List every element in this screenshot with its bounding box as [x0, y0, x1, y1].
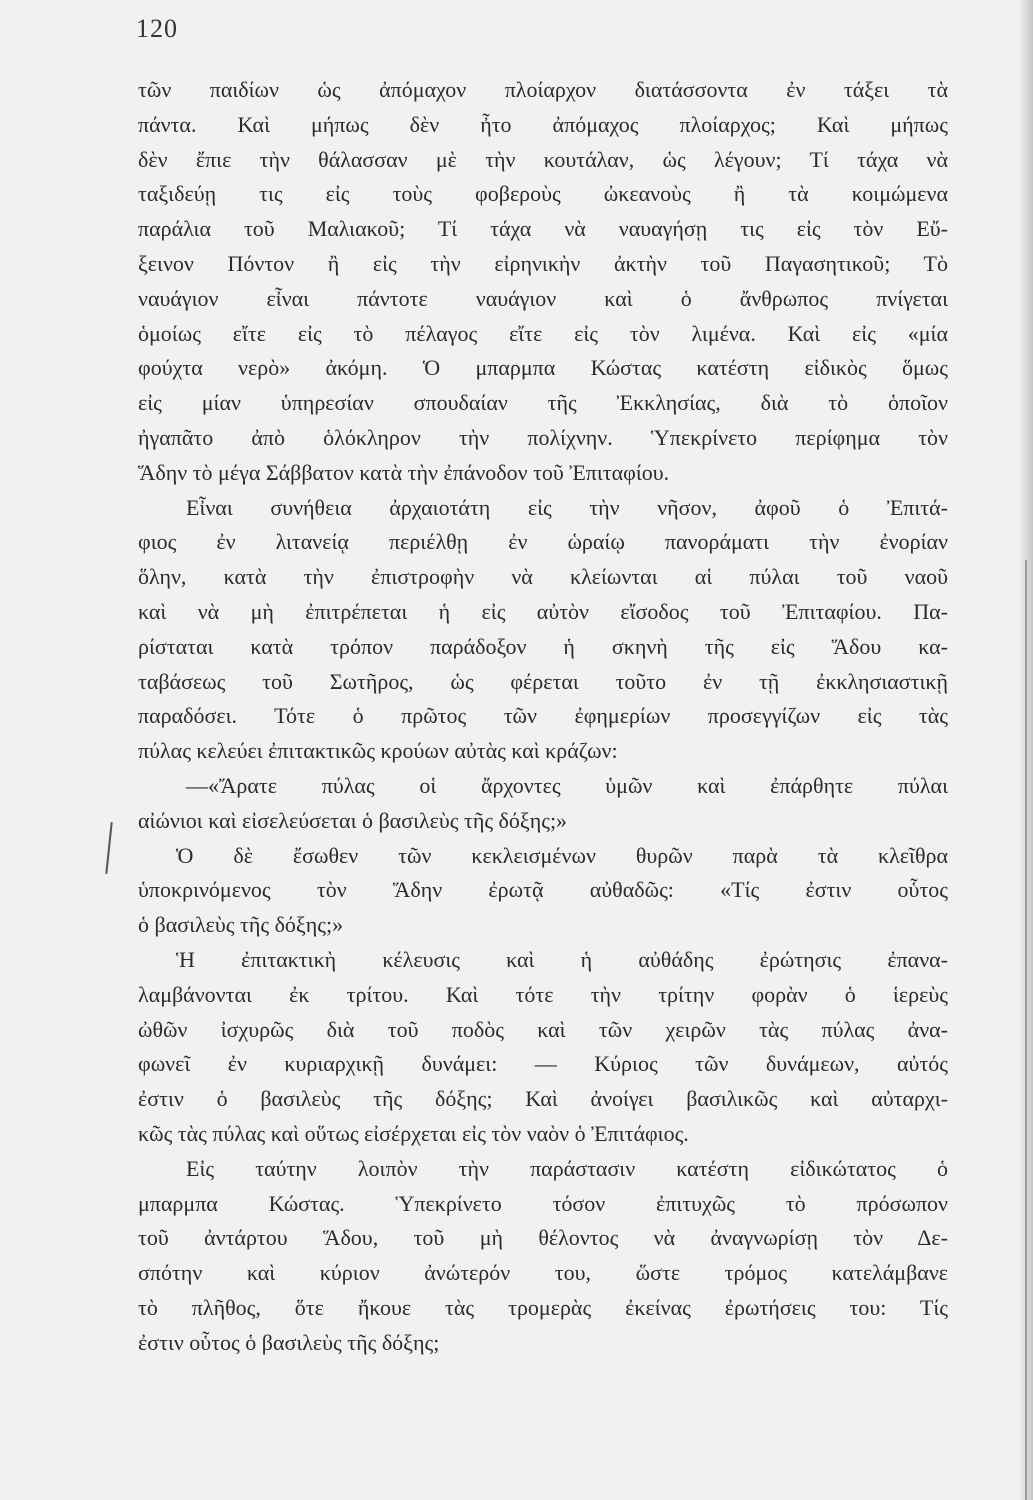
text-line: ναυάγιον εἶναι πάντοτε ναυάγιον καὶ ὁ ἄνθρωπος πνίγεται — [138, 285, 948, 311]
margin-pencil-mark — [105, 822, 112, 874]
text-line: πύλας κελεύει ἐπιτακτικῶς κρούων αὐτὰς καὶ κράζων: — [138, 738, 618, 764]
text-line: Ἡ ἐπιτακτικὴ κέλευσις καὶ ἡ αὐθάδης ἐρώτησις ἐπανα- — [176, 946, 948, 972]
text-line: πάντα. Καὶ μήπως δὲν ἦτο ἀπόμαχος πλοίαρχος; Καὶ μήπως — [138, 111, 948, 137]
text-line: Εἶναι συνήθεια ἀρχαιοτάτη εἰς τὴν νῆσον, ἀφοῦ ὁ Ἐπιτά- — [186, 494, 948, 520]
text-line: καὶ νὰ μὴ ἐπιτρέπεται ἡ εἰς αὐτὸν εἴσοδος τοῦ Ἐπιταφίου. Πα- — [138, 598, 948, 624]
text-line: ὠθῶν ἰσχυρῶς διὰ τοῦ ποδὸς καὶ τῶν χειρῶν τὰς πύλας ἀνα- — [138, 1016, 948, 1042]
text-line: Εἰς ταύτην λοιπὸν τὴν παράστασιν κατέστη εἰδικώτατος ὁ — [186, 1155, 948, 1181]
body-text — [138, 73, 948, 1360]
text-line: φιος ἐν λιτανείᾳ περιέλθῃ ἐν ὡραίῳ πανοράματι τὴν ἐνορίαν — [138, 529, 948, 555]
text-line: τῶν παιδίων ὡς ἀπόμαχον πλοίαρχον διατάσσοντα ἐν τάξει τὰ — [138, 77, 948, 102]
text-line: μπαρμπα Κώστας. Ὑπεκρίνετο τόσον ἐπιτυχῶς τὸ πρόσωπον — [138, 1190, 948, 1216]
text-line: ὅλην, κατὰ τὴν ἐπιστροφὴν νὰ κλείωνται αἱ πύλαι τοῦ ναοῦ — [138, 564, 948, 590]
text-line: δὲν ἔπιε τὴν θάλασσαν μὲ τὴν κουτάλαν, ὡς λέγουν; Τί τάχα νὰ — [138, 146, 948, 172]
text-line: σπότην καὶ κύριον ἀνώτερόν του, ὥστε τρόμος κατελάμβανε — [138, 1260, 948, 1286]
text-line: ἐστιν οὗτος ὁ βασιλεὺς τῆς δόξης; — [138, 1329, 440, 1355]
page-number: 120 — [136, 14, 178, 43]
text-line: ταξιδεύῃ τις εἰς τοὺς φοβεροὺς ὠκεανοὺς ἢ τὰ κοιμώμενα — [138, 181, 948, 207]
text-line: αἰώνιοι καὶ εἰσελεύσεται ὁ βασιλεὺς τῆς δόξης;» — [138, 807, 568, 833]
text-line: ὁ βασιλεὺς τῆς δόξης;» — [138, 912, 344, 938]
text-line: ὁμοίως εἴτε εἰς τὸ πέλαγος εἴτε εἰς τὸν λιμένα. Καὶ εἰς «μία — [138, 320, 948, 346]
text-line: εἰς μίαν ὑπηρεσίαν σπουδαίαν τῆς Ἐκκλησίας, διὰ τὸ ὁποῖον — [138, 390, 948, 416]
text-line: ἠγαπᾶτο ἀπὸ ὁλόκληρον τὴν πολίχνην. Ὑπεκρίνετο περίφημα τὸν — [138, 424, 948, 450]
text-line: ὑποκρινόμενος τὸν Ἅδην ἐρωτᾷ αὐθαδῶς: «Τίς ἐστιν οὗτος — [138, 877, 948, 903]
text-line: ταβάσεως τοῦ Σωτῆρος, ὡς φέρεται τοῦτο ἐν τῇ ἐκκλησιαστικῇ — [138, 668, 948, 694]
text-line: τοῦ ἀντάρτου Ἅδου, τοῦ μὴ θέλοντος νὰ ἀναγνωρίσῃ τὸν Δε- — [138, 1225, 948, 1251]
text-line: φούχτα νερὸ» ἀκόμη. Ὁ μπαρμπα Κώστας κατέστη εἰδικὸς ὅμως — [138, 355, 948, 381]
text-line: Ὁ δὲ ἔσωθεν τῶν κεκλεισμένων θυρῶν παρὰ τὰ κλεῖθρα — [176, 842, 948, 868]
text-line: φωνεῖ ἐν κυριαρχικῇ δυνάμει: — Κύριος τῶν δυνάμεων, αὐτός — [138, 1051, 948, 1077]
text-line: ρίσταται κατὰ τρόπον παράδοξον ἡ σκηνὴ τῆς εἰς Ἅδου κα- — [138, 633, 948, 659]
text-line: ἐστιν ὁ βασιλεὺς τῆς δόξης; Καὶ ἀνοίγει βασιλικῶς καὶ αὐταρχι- — [138, 1086, 948, 1112]
text-line: παράλια τοῦ Μαλιακοῦ; Τί τάχα νὰ ναυαγήσῃ τις εἰς τὸν Εὔ- — [138, 216, 948, 242]
text-line: κῶς τὰς πύλας καὶ οὕτως εἰσέρχεται εἰς τὸν ναὸν ὁ Ἐπιτάφιος. — [138, 1120, 689, 1146]
text-line: —«Ἄρατε πύλας οἱ ἄρχοντες ὑμῶν καὶ ἐπάρθητε πύλαι — [186, 772, 948, 798]
text-line: ξεινον Πόντον ἢ εἰς τὴν εἰρηνικὴν ἀκτὴν τοῦ Παγασητικοῦ; Τὸ — [138, 250, 948, 276]
text-line: λαμβάνονται ἐκ τρίτου. Καὶ τότε τὴν τρίτην φορὰν ὁ ἱερεὺς — [138, 981, 948, 1007]
text-line: παραδόσει. Τότε ὁ πρῶτος τῶν ἐφημερίων προσεγγίζων εἰς τὰς — [138, 703, 948, 729]
page-edge-line — [1025, 560, 1027, 1500]
text-line: τὸ πλῆθος, ὅτε ἤκουε τὰς τρομερὰς ἐκείνας ἐρωτήσεις του: Τίς — [138, 1294, 948, 1320]
text-line: Ἅδην τὸ μέγα Σάββατον κατὰ τὴν ἐπάνοδον τοῦ Ἐπιταφίου. — [138, 459, 670, 485]
